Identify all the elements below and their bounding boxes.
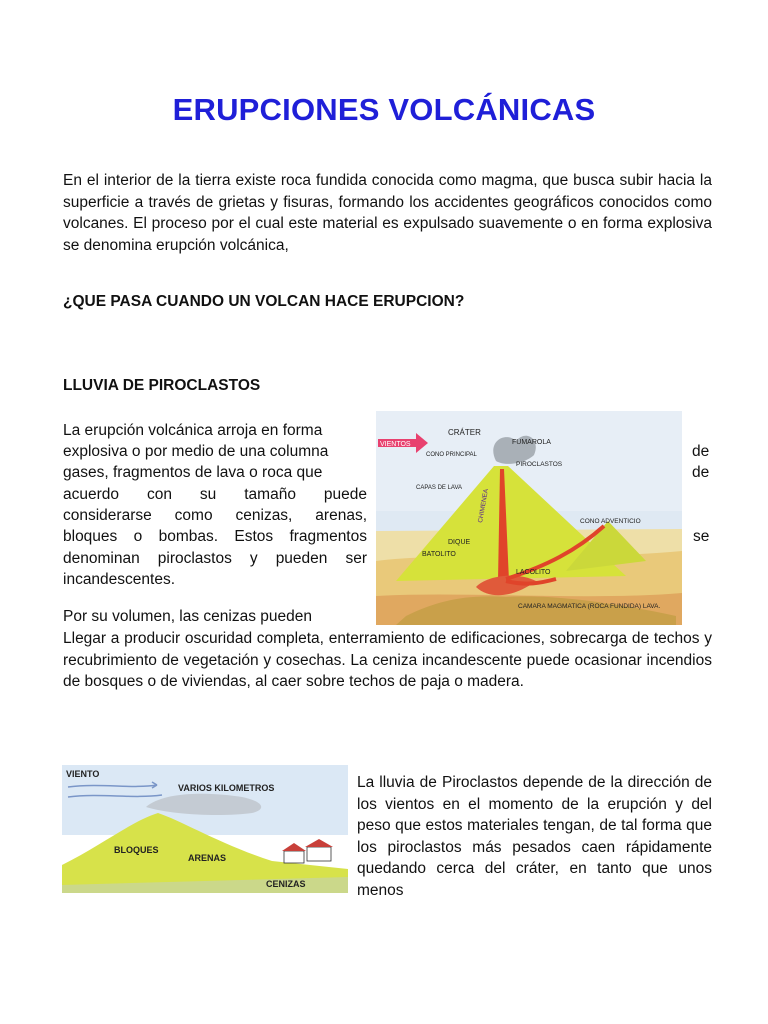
fig1-label-camara: CAMARA MAGMATICA (ROCA FUNDIDA) LAVA. <box>518 603 661 610</box>
ceniza-paragraph: Llegar a producir oscuridad completa, enterramiento de edificaciones, sobrecarga de techos y recubrimiento de vegetación y cosechas. La ceniza incandescente puede ocasionar incendios de bosques o de viviendas, al caer sobre techos de paja o madera. <box>63 630 712 691</box>
p2-line: explosiva o por medio de una columna <box>63 443 329 460</box>
p2-line: denominan piroclastos y pueden ser <box>63 550 367 567</box>
fig2-label-varios-km: VARIOS KILOMETROS <box>178 783 275 793</box>
fig2-label-cenizas: CENIZAS <box>266 879 306 889</box>
p2-line: incandescentes. <box>63 571 176 588</box>
fig1-label-crater: CRÁTER <box>448 428 481 437</box>
p2-line: La erupción volcánica arroja en forma <box>63 422 323 439</box>
fig1-label-batolito: BATOLITO <box>422 551 456 558</box>
fig1-label-cono-adventicio: CONO ADVENTICIO <box>580 518 641 525</box>
intro-paragraph: En el interior de la tierra existe roca fundida conocida como magma, que busca subir hacia la superficie a través de grietas y fisuras, formando los accidentes geográficos conocidos como volcanes. El proceso por el cual este material es expulsado suavemente o en forma explosiva se denomina erupción volcánica, <box>63 172 712 254</box>
fig2-label-bloques: BLOQUES <box>114 845 159 855</box>
p2-line: bloques o bombas. Estos fragmentos <box>63 528 367 545</box>
fig2-label-arenas: ARENAS <box>188 853 227 863</box>
lluvia-paragraph: La lluvia de Piroclastos depende de la dirección de los vientos en el momento de la erupción y del peso que estos materiales tengan, de tal forma que los piroclastos más pesados caen rápidamente quedando cerca del cráter, en tanto que unos menos <box>357 774 712 899</box>
fig2-label-viento: VIENTO <box>66 769 100 779</box>
pyroclast-distribution-illustration <box>62 765 348 893</box>
fig1-label-capas-lava: CAPAS DE LAVA <box>416 485 463 491</box>
fig1-label-dique: DIQUE <box>448 539 471 546</box>
fig1-label-cono-principal: CONO PRINCIPAL <box>426 452 477 458</box>
p2-line: considerarse como cenizas, arenas, <box>63 507 367 524</box>
volcano-cross-section-illustration <box>376 411 682 625</box>
p2-line: de <box>692 443 710 460</box>
p2-line: se <box>693 528 710 545</box>
p2-line: gases, fragmentos de lava o roca que <box>63 464 323 481</box>
page-title: ERUPCIONES VOLCÁNICAS <box>172 92 596 127</box>
p2-line: acuerdo con su tamaño puede <box>63 486 367 503</box>
fig1-label-lacolito: LACOLITO <box>516 569 551 576</box>
section-heading: LLUVIA DE PIROCLASTOS <box>63 377 261 394</box>
fig1-label-vientos: VIENTOS <box>380 441 411 448</box>
question-heading: ¿QUE PASA CUANDO UN VOLCAN HACE ERUPCION? <box>63 293 465 310</box>
p3-first-line: Por su volumen, las cenizas pueden <box>63 608 313 625</box>
fig1-label-fumarola: FUMAROLA <box>512 439 551 446</box>
fig1-label-chimenea: CHIMENEA <box>477 488 490 524</box>
p2-line: de <box>692 464 710 481</box>
fig1-label-piroclastos: PIROCLASTOS <box>516 461 563 468</box>
